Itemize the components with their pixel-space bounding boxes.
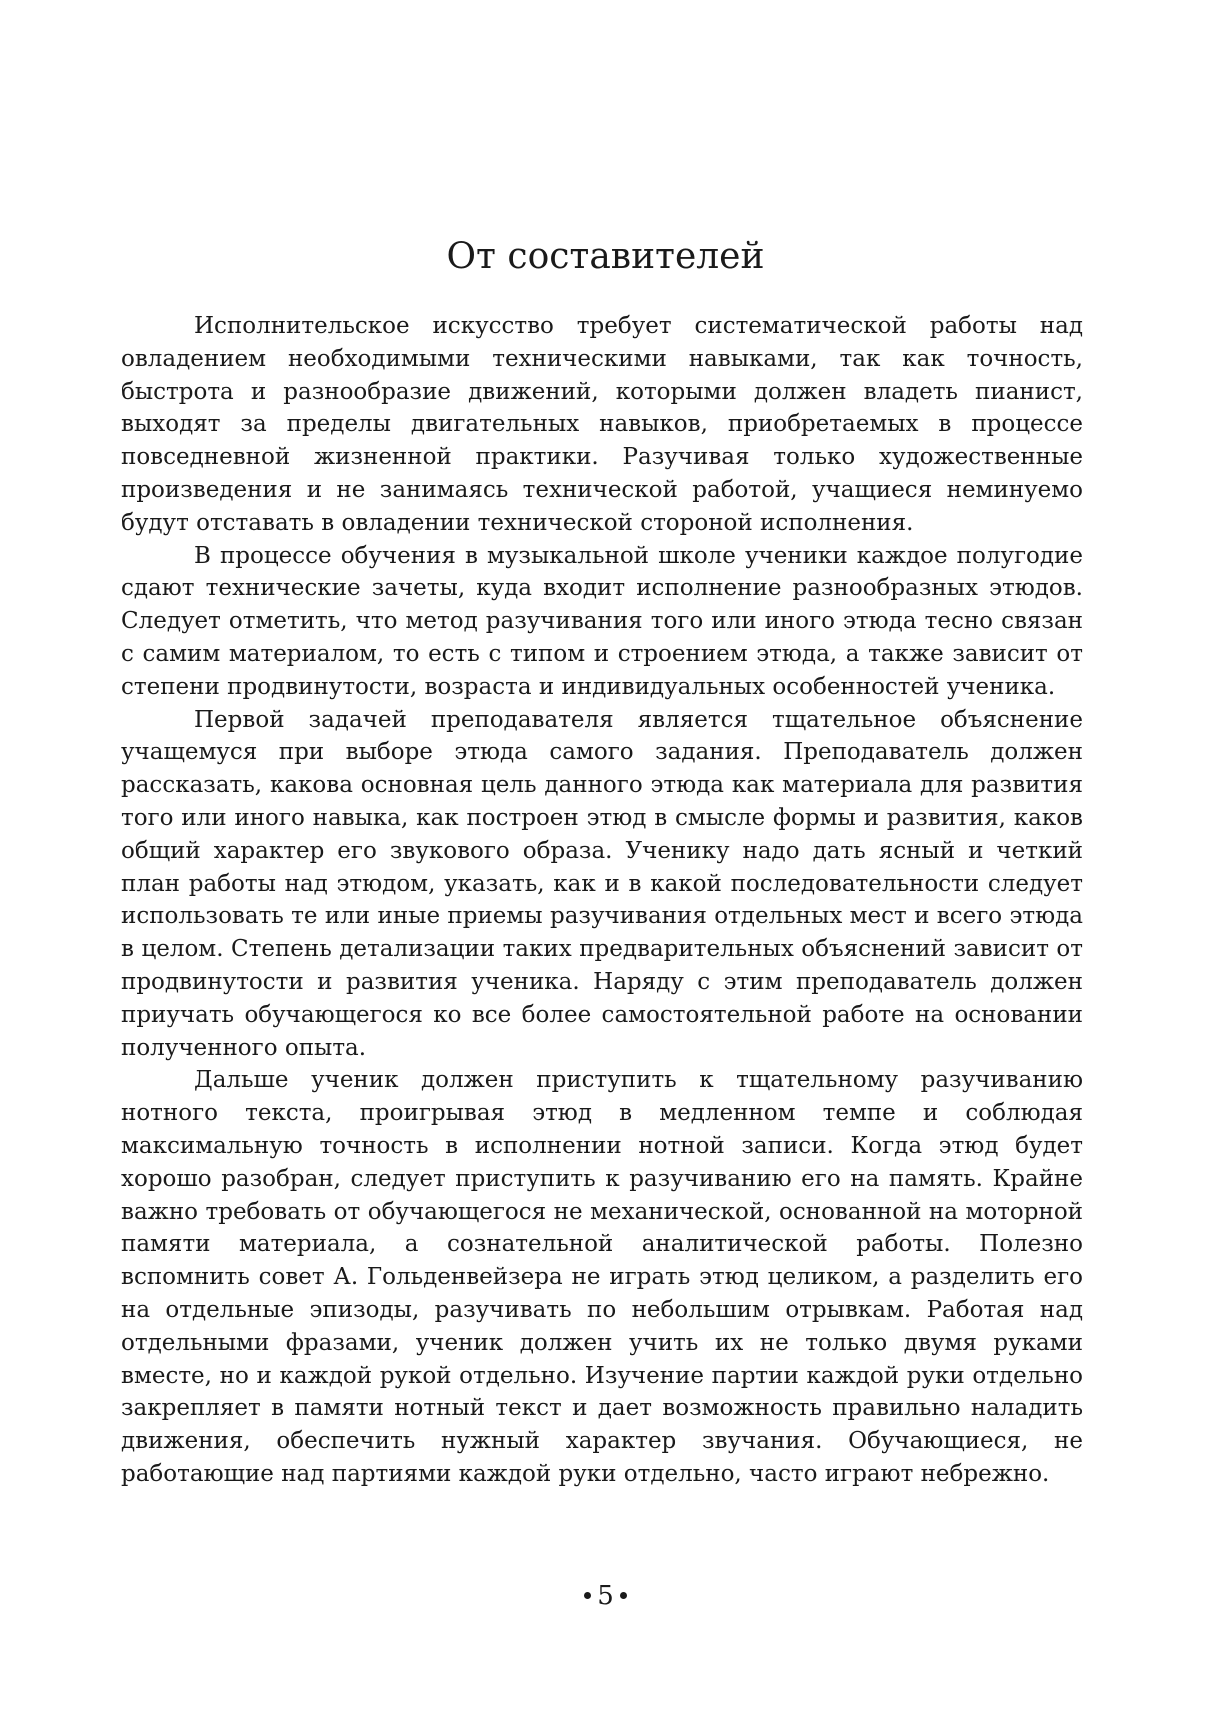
- paragraph-2: В процессе обучения в музыкальной школе ученики каждое полугодие сдают технические зачеты, куда входит исполнение разнообразных этюдов. Следует отметить, что метод разучивания того или иного этюда тесно связан с самим материалом, то есть с типом и строением этюда, а также зависит от степени продвинутости, возраста и индивидуальных особенностей ученика.: [121, 542, 1083, 700]
- body-text: [121, 310, 1083, 1491]
- paragraph-3: Первой задачей преподавателя является тщательное объяснение учащемуся при выборе этюда самого задания. Преподаватель должен рассказать, какова основная цель данного этюда как материала для развития того или иного навыка, как построен этюд в смысле формы и развития, каков общий характер его звукового образа. Ученику надо дать ясный и четкий план работы над этюдом, указать, как и в какой последовательности следует использовать те или иные приемы разучивания отдельных мест и всего этюда в целом. Степень детализации таких предварительных объяснений зависит от продвинутости и развития ученика. Наряду с этим преподаватель должен приучать обучающегося ко все более самостоятельной работе на основании полученного опыта.: [121, 706, 1083, 1061]
- page-number: [0, 1580, 1211, 1612]
- bullet-right-icon: [620, 1592, 627, 1599]
- paragraph-4: Дальше ученик должен приступить к тщательному разучиванию нотного текста, проигрывая этюд в медленном темпе и соблюдая максимальную точность в исполнении нотной записи. Когда этюд будет хорошо разобран, следует приступить к разучиванию его на память. Крайне важно требовать от обучающегося не механической, основанной на моторной памяти материала, а сознательной аналитической работы. Полезно вспомнить совет А. Гольденвейзера не играть этюд целиком, а разделить его на отдельные эпизоды, разучивать по небольшим отрывкам. Работая над отдельными фразами, ученик должен учить их не только двумя руками вместе, но и каждой рукой отдельно. Изучение партии каждой руки отдельно закрепляет в памяти нотный текст и дает возможность правильно наладить движения, обеспечить нужный характер звучания. Обучающиеся, не работающие над партиями каждой руки отдельно, часто играют небрежно.: [121, 1067, 1083, 1487]
- bullet-left-icon: [584, 1592, 591, 1599]
- page-number-value: 5: [597, 1581, 614, 1611]
- paragraph-1: Исполнительское искусство требует систематической работы над овладением необходимыми техническими навыками, так как точность, быстрота и разнообразие движений, которыми должен владеть пианист, выходят за пределы двигательных навыков, приобретаемых в процессе повседневной жизненной практики. Разучивая только художественные произведения и не занимаясь технической работой, учащиеся неминуемо будут отставать в овладении технической стороной исполнения.: [121, 313, 1083, 536]
- page-title: От составителей: [446, 236, 765, 277]
